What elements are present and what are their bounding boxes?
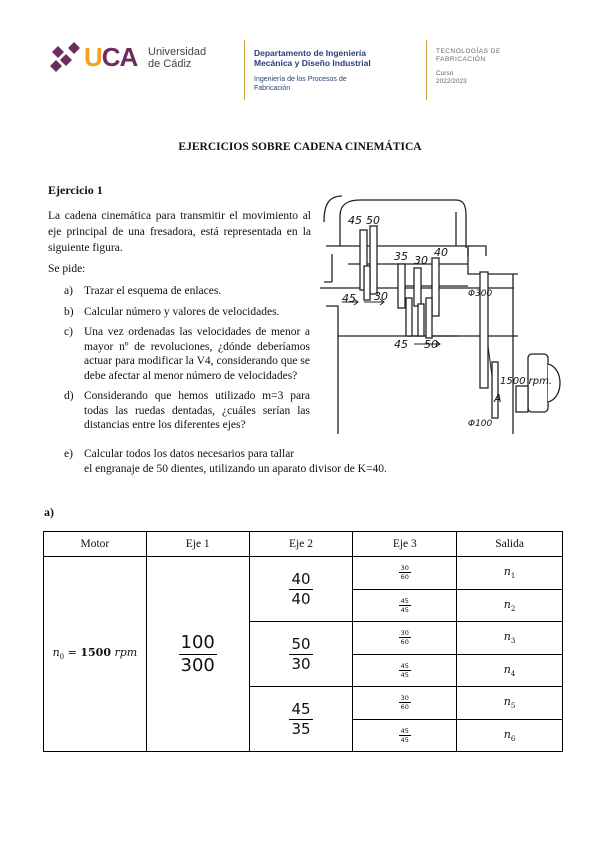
output-n: n [503, 630, 511, 644]
output-n: n [503, 565, 511, 579]
dept-line2: Mecánica y Diseño Industrial [254, 58, 371, 68]
eje2-cell [249, 557, 353, 622]
list-item [64, 325, 310, 383]
item-text: Una vez ordenadas las velocidades de menor a mayor nº de revoluciones, ¿dónde deberíamos actuar para modificar la V4, considerando que se debe afectar al menor número de velocidades? [84, 326, 310, 382]
fraction-numerator: 45 [400, 596, 409, 605]
area-line1: Ingeniería de los Procesos de [254, 76, 347, 83]
figure-label: A [494, 392, 502, 405]
area-name [254, 76, 347, 93]
output-n: n [503, 727, 511, 741]
eje3-ratio [399, 629, 411, 646]
fraction-numerator: 45 [400, 661, 409, 670]
eje3-ratio [399, 694, 411, 711]
eje3-ratio [399, 727, 411, 744]
figure-label: 50 [366, 214, 380, 227]
salida-cell [457, 589, 563, 622]
dept-line1: Departamento de Ingeniería [254, 48, 366, 58]
kinematic-chain-figure [318, 186, 570, 436]
table-row [44, 557, 563, 590]
se-pide-label: Se pide: [48, 263, 86, 275]
exercise-intro: La cadena cinemática para transmitir el movimiento al eje principal de una fresadora, está representada en la siguiente figura. [48, 210, 311, 254]
eje2-ratio [289, 700, 312, 739]
university-line1: Universidad [148, 46, 207, 58]
fraction-denominator: 45 [400, 605, 409, 614]
motor-sub: 0 [59, 653, 65, 662]
exercise-heading: Ejercicio 1 [48, 183, 103, 197]
item-letter: d) [64, 390, 74, 402]
eje3-cell [353, 589, 457, 622]
motor-n: n [52, 646, 60, 660]
frame-line [468, 248, 518, 274]
department-name [254, 48, 371, 68]
fraction-denominator: 35 [291, 719, 311, 738]
fraction-numerator: 50 [291, 634, 311, 653]
col-header: Motor [44, 532, 147, 557]
salida-cell [457, 687, 563, 720]
eje3-cell [353, 719, 457, 752]
output-sub: 6 [510, 734, 516, 743]
fraction-numerator: 30 [400, 564, 409, 573]
brand-u: U [84, 42, 102, 72]
output-speed [503, 565, 516, 581]
question-list [64, 284, 310, 439]
item-text: Trazar el esquema de enlaces. [84, 285, 222, 297]
output-speed [503, 630, 516, 646]
output-sub: 3 [510, 637, 516, 646]
item-letter: c) [64, 326, 73, 338]
gear-40 [432, 258, 439, 316]
output-speed [503, 695, 516, 711]
output-sub: 2 [510, 604, 516, 613]
fraction-denominator: 45 [400, 670, 409, 679]
item-letter: a) [64, 285, 73, 297]
course-title1: TECNOLOGÍAS DE [436, 48, 501, 55]
figure-label: 30 [414, 254, 428, 267]
gear-30-lower [418, 304, 424, 336]
item-text: Considerando que hemos utilizado m=3 para todas las ruedas dentadas, ¿cuáles serían las distancias entre los diferentes ejes? [84, 390, 310, 431]
section-a-label: a) [44, 505, 54, 519]
fraction-denominator: 45 [400, 735, 409, 744]
frame-line [324, 254, 332, 282]
motor-value: 1500 [80, 646, 111, 660]
eje2-ratio [289, 635, 312, 674]
eje1-ratio [179, 632, 217, 677]
eje2-cell [249, 687, 353, 752]
item-letter: e) [64, 448, 73, 460]
eje3-cell [353, 654, 457, 687]
output-n: n [503, 597, 511, 611]
gear-45-lower [406, 298, 412, 336]
list-item [64, 389, 310, 433]
eje3-cell [353, 622, 457, 655]
pulley-100 [492, 362, 498, 418]
eje3-ratio [399, 564, 411, 581]
eje3-ratio [399, 662, 411, 679]
figure-label: 1500 rpm. [500, 376, 553, 387]
uca-logo-icon [48, 42, 88, 78]
course-title2: FABRICACIÓN [436, 56, 486, 63]
header [48, 40, 568, 102]
figure-label: 30 [374, 290, 388, 303]
output-n: n [503, 662, 511, 676]
list-item [64, 284, 310, 299]
course-label: Curso [436, 70, 454, 77]
table-header-row [44, 532, 563, 557]
fraction-numerator: 30 [400, 694, 409, 703]
item-text: el engranaje de 50 dientes, utilizando un aparato divisor de K=40. [84, 462, 387, 475]
output-speed [504, 598, 516, 611]
figure-label: Φ300 [468, 289, 493, 299]
output-sub: 1 [510, 572, 516, 581]
figure-label: 45 [342, 292, 356, 305]
header-divider [244, 40, 245, 100]
col-header: Salida [457, 532, 563, 557]
figure-label: 35 [394, 250, 408, 263]
fraction-numerator: 45 [400, 726, 409, 735]
col-header: Eje 3 [353, 532, 457, 557]
eje1-cell [146, 557, 249, 752]
fraction-numerator: 40 [291, 569, 311, 588]
page-title: EJERCICIOS SOBRE CADENA CINEMÁTICA [178, 141, 422, 153]
motor-cell [44, 557, 147, 752]
fraction-denominator: 30 [291, 654, 311, 673]
item-text: Calcular número y valores de velocidades. [84, 305, 280, 318]
area-line2: Fabricación [254, 84, 291, 92]
salida-cell [457, 557, 563, 590]
course-year: 2022/2023 [436, 78, 467, 85]
figure-label: 45 [394, 338, 408, 351]
salida-cell [457, 622, 563, 655]
figure-label: 40 [434, 246, 448, 259]
motor-speed [52, 646, 138, 662]
eje3-cell [353, 687, 457, 720]
fraction-numerator: 100 [180, 631, 215, 653]
fraction-denominator: 300 [180, 654, 215, 676]
fraction-denominator: 60 [400, 703, 409, 712]
frame-line [326, 306, 338, 434]
salida-cell [457, 654, 563, 687]
eje2-cell [249, 622, 353, 687]
list-item [64, 305, 310, 320]
course-title [436, 48, 501, 64]
gear-50-lower [426, 298, 432, 338]
fraction-denominator: 60 [400, 573, 409, 582]
output-sub: 4 [510, 669, 516, 678]
output-speed [504, 663, 516, 676]
col-header: Eje 2 [249, 532, 353, 557]
motor-flange [516, 386, 528, 412]
fraction-denominator: 60 [400, 638, 409, 647]
university-line2: de Cádiz [148, 58, 192, 70]
figure-label: Φ100 [468, 419, 493, 429]
col-header: Eje 1 [146, 532, 249, 557]
fraction-numerator: 45 [291, 699, 311, 718]
uca-brand [84, 42, 137, 73]
eje3-cell [353, 557, 457, 590]
motor-eq: = [67, 646, 81, 660]
output-sub: 5 [510, 702, 516, 711]
salida-cell [457, 719, 563, 752]
figure-label: 50 [424, 338, 438, 351]
motor-unit: rpm [110, 646, 138, 660]
gear-50 [370, 226, 377, 294]
fraction-numerator: 30 [400, 629, 409, 638]
figure-label: 45 [348, 214, 362, 227]
header-divider [426, 40, 427, 100]
university-name [148, 46, 206, 70]
gear-30 [414, 268, 421, 306]
gear-shaft-1 [364, 266, 370, 300]
frame-line [324, 196, 342, 222]
eje2-ratio [289, 570, 312, 609]
course-info [436, 70, 467, 86]
output-n: n [503, 695, 511, 709]
item-text: Calcular todos los datos necesarios para tallar [84, 448, 295, 460]
fraction-denominator: 40 [291, 589, 311, 608]
output-speed [504, 728, 516, 741]
brand-rest: CA [101, 42, 138, 72]
kinematic-table [43, 531, 563, 752]
item-letter: b) [64, 305, 74, 318]
eje3-ratio [399, 597, 411, 614]
list-item [64, 447, 544, 476]
gear-35 [398, 264, 405, 308]
